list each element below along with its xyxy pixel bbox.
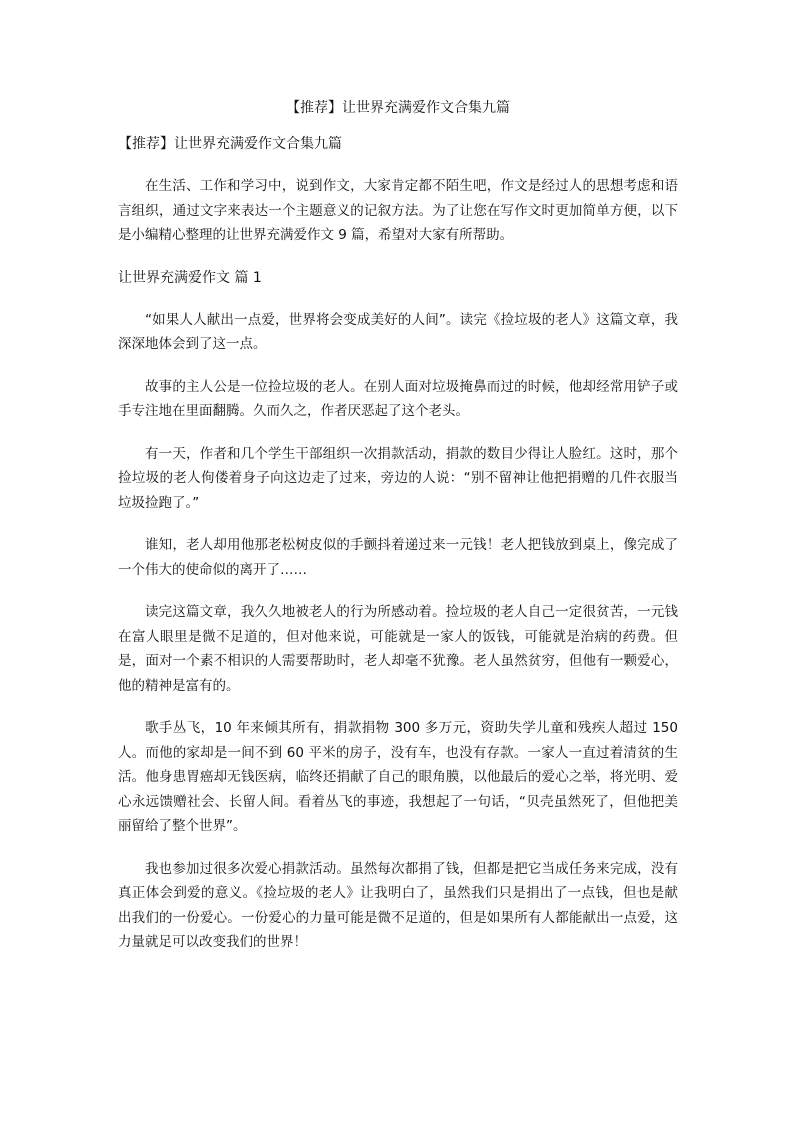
section-heading: 让世界充满爱作文 篇 1	[118, 269, 262, 286]
body-paragraph: 有一天，作者和几个学生干部组织一次捐款活动，捐款的数目少得让人脸红。这时，那个捡垃圾的老人佝偻着身子向这边走了过来，旁边的人说：“别不留神让他把捐赠的几件衣服当垃圾捡跑了。”	[118, 445, 678, 511]
intro-paragraph: 在生活、工作和学习中，说到作文，大家肯定都不陌生吧，作文是经过人的思想考虑和语言组织，通过文字来表达一个主题意义的记叙方法。为了让您在写作文时更加简单方便，以下是小编精心整理的让世界充满爱作文 9 篇，希望对大家有所帮助。	[118, 178, 678, 243]
document-page	[118, 96, 678, 973]
body-paragraph: 歌手丛飞，10 年来倾其所有，捐款捐物 300 多万元，资助失学儿童和残疾人超过 150 人。而他的家却是一间不到 60 平米的房子，没有车，也没有存款。一家人一直过着清贫的生活。他身患胃癌却无钱医病，临终还捐献了自己的眼角膜，以他最后的爱心之举，将光明、爱心永远馈赠社会、长留人间。看着丛飞的事迹，我想起了一句话，“贝壳虽然死了，但他把美丽留给了整个世界”。	[118, 720, 678, 834]
document-title: 【推荐】让世界充满爱作文合集九篇	[286, 100, 510, 116]
body-paragraph: 故事的主人公是一位捡垃圾的老人。在别人面对垃圾掩鼻而过的时候，他却经常用铲子或手专注地在里面翻腾。久而久之，作者厌恶起了这个老头。	[118, 378, 678, 419]
body-paragraph: “如果人人献出一点爱，世界将会变成美好的人间”。读完《捡垃圾的老人》这篇文章，我深深地体会到了这一点。	[118, 311, 678, 352]
body-paragraph: 读完这篇文章，我久久地被老人的行为所感动着。捡垃圾的老人自己一定很贫苦，一元钱在富人眼里是微不足道的，但对他来说，可能就是一家人的饭钱，可能就是治病的药费。但是，面对一个素不相识的人需要帮助时，老人却毫不犹豫。老人虽然贫穷，但他有一颗爱心，他的精神是富有的。	[118, 604, 678, 694]
body-paragraph: 谁知，老人却用他那老松树皮似的手颤抖着递过来一元钱！老人把钱放到桌上，像完成了一个伟大的使命似的离开了……	[118, 537, 678, 578]
body-paragraph: 我也参加过很多次爱心捐款活动。虽然每次都捐了钱，但都是把它当成任务来完成，没有真正体会到爱的意义。《捡垃圾的老人》让我明白了，虽然我们只是捐出了一点钱，但也是献出我们的一份爱心。一份爱心的力量可能是微不足道的，但是如果所有人都能献出一点爱，这力量就足可以改变我们的世界！	[118, 860, 678, 950]
document-subtitle: 【推荐】让世界充满爱作文合集九篇	[118, 136, 342, 152]
